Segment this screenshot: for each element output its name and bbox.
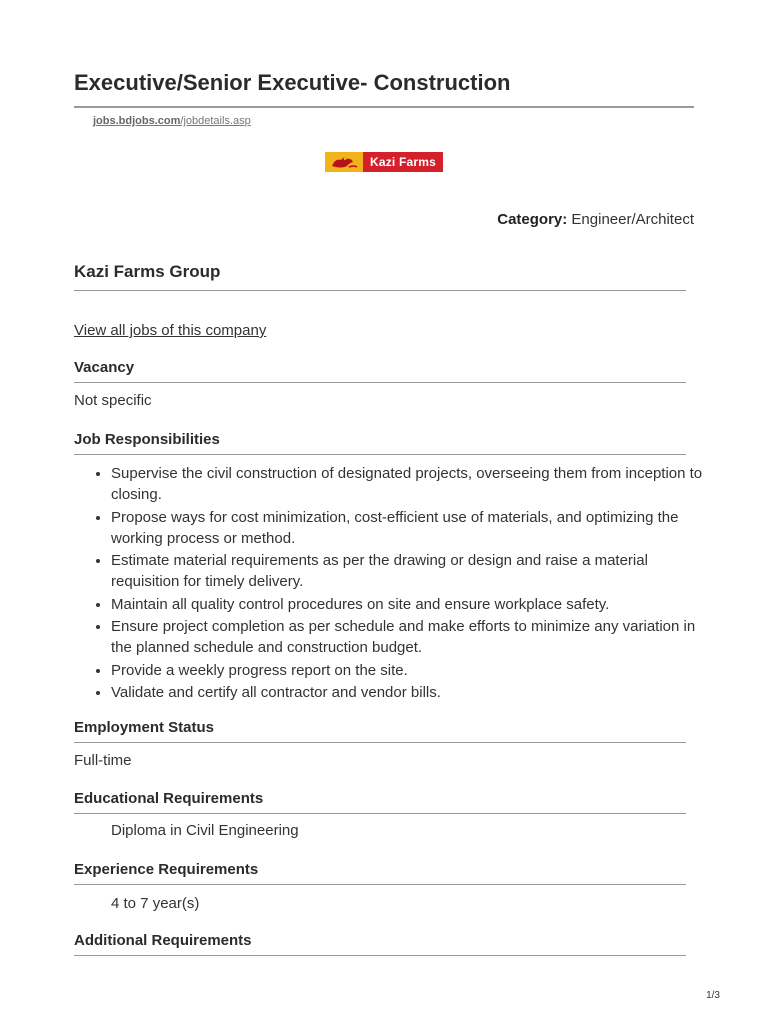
page-indicator: 1/3: [706, 990, 720, 1001]
page-title: Executive/Senior Executive- Construction: [74, 70, 694, 108]
category-value: Engineer/Architect: [571, 211, 694, 228]
list-item: • Provide a weekly progress report on the site.: [111, 660, 703, 681]
responsibilities-list: [92, 463, 703, 705]
additional-heading: Additional Requirements: [74, 932, 686, 956]
vacancy-value: Not specific: [74, 392, 152, 409]
category-line: [497, 211, 694, 228]
vacancy-heading: Vacancy: [74, 359, 686, 383]
view-all-jobs-link[interactable]: View all jobs of this company: [74, 322, 267, 339]
list-item: • Validate and certify all contractor and vendor bills.: [111, 682, 703, 703]
company-name: Kazi Farms Group: [74, 262, 686, 291]
employment-value: Full-time: [74, 752, 132, 769]
list-item: • Propose ways for cost minimization, cost-efficient use of materials, and optimizing the working process or method.: [111, 507, 703, 549]
employment-heading: Employment Status: [74, 719, 686, 743]
list-item: • Estimate material requirements as per the drawing or design and raise a material requisition for timely delivery.: [111, 550, 703, 592]
education-value: Diploma in Civil Engineering: [111, 822, 299, 839]
source-link[interactable]: [93, 115, 251, 127]
source-domain: jobs.bdjobs.com: [93, 115, 181, 127]
responsibilities-heading: Job Responsibilities: [74, 431, 686, 455]
category-label: Category:: [497, 211, 568, 228]
logo-text: Kazi Farms: [363, 152, 443, 172]
hen-logo-icon: [325, 152, 363, 172]
experience-heading: Experience Requirements: [74, 861, 686, 885]
company-logo: [325, 152, 443, 172]
education-heading: Educational Requirements: [74, 790, 686, 814]
list-item: • Supervise the civil construction of designated projects, overseeing them from inception to closing.: [111, 463, 703, 505]
list-item: • Ensure project completion as per schedule and make efforts to minimize any variation in the planned schedule and construction budget.: [111, 616, 703, 658]
experience-value: 4 to 7 year(s): [111, 895, 200, 912]
list-item: • Maintain all quality control procedures on site and ensure workplace safety.: [111, 594, 703, 615]
source-path: /jobdetails.asp: [180, 115, 251, 127]
